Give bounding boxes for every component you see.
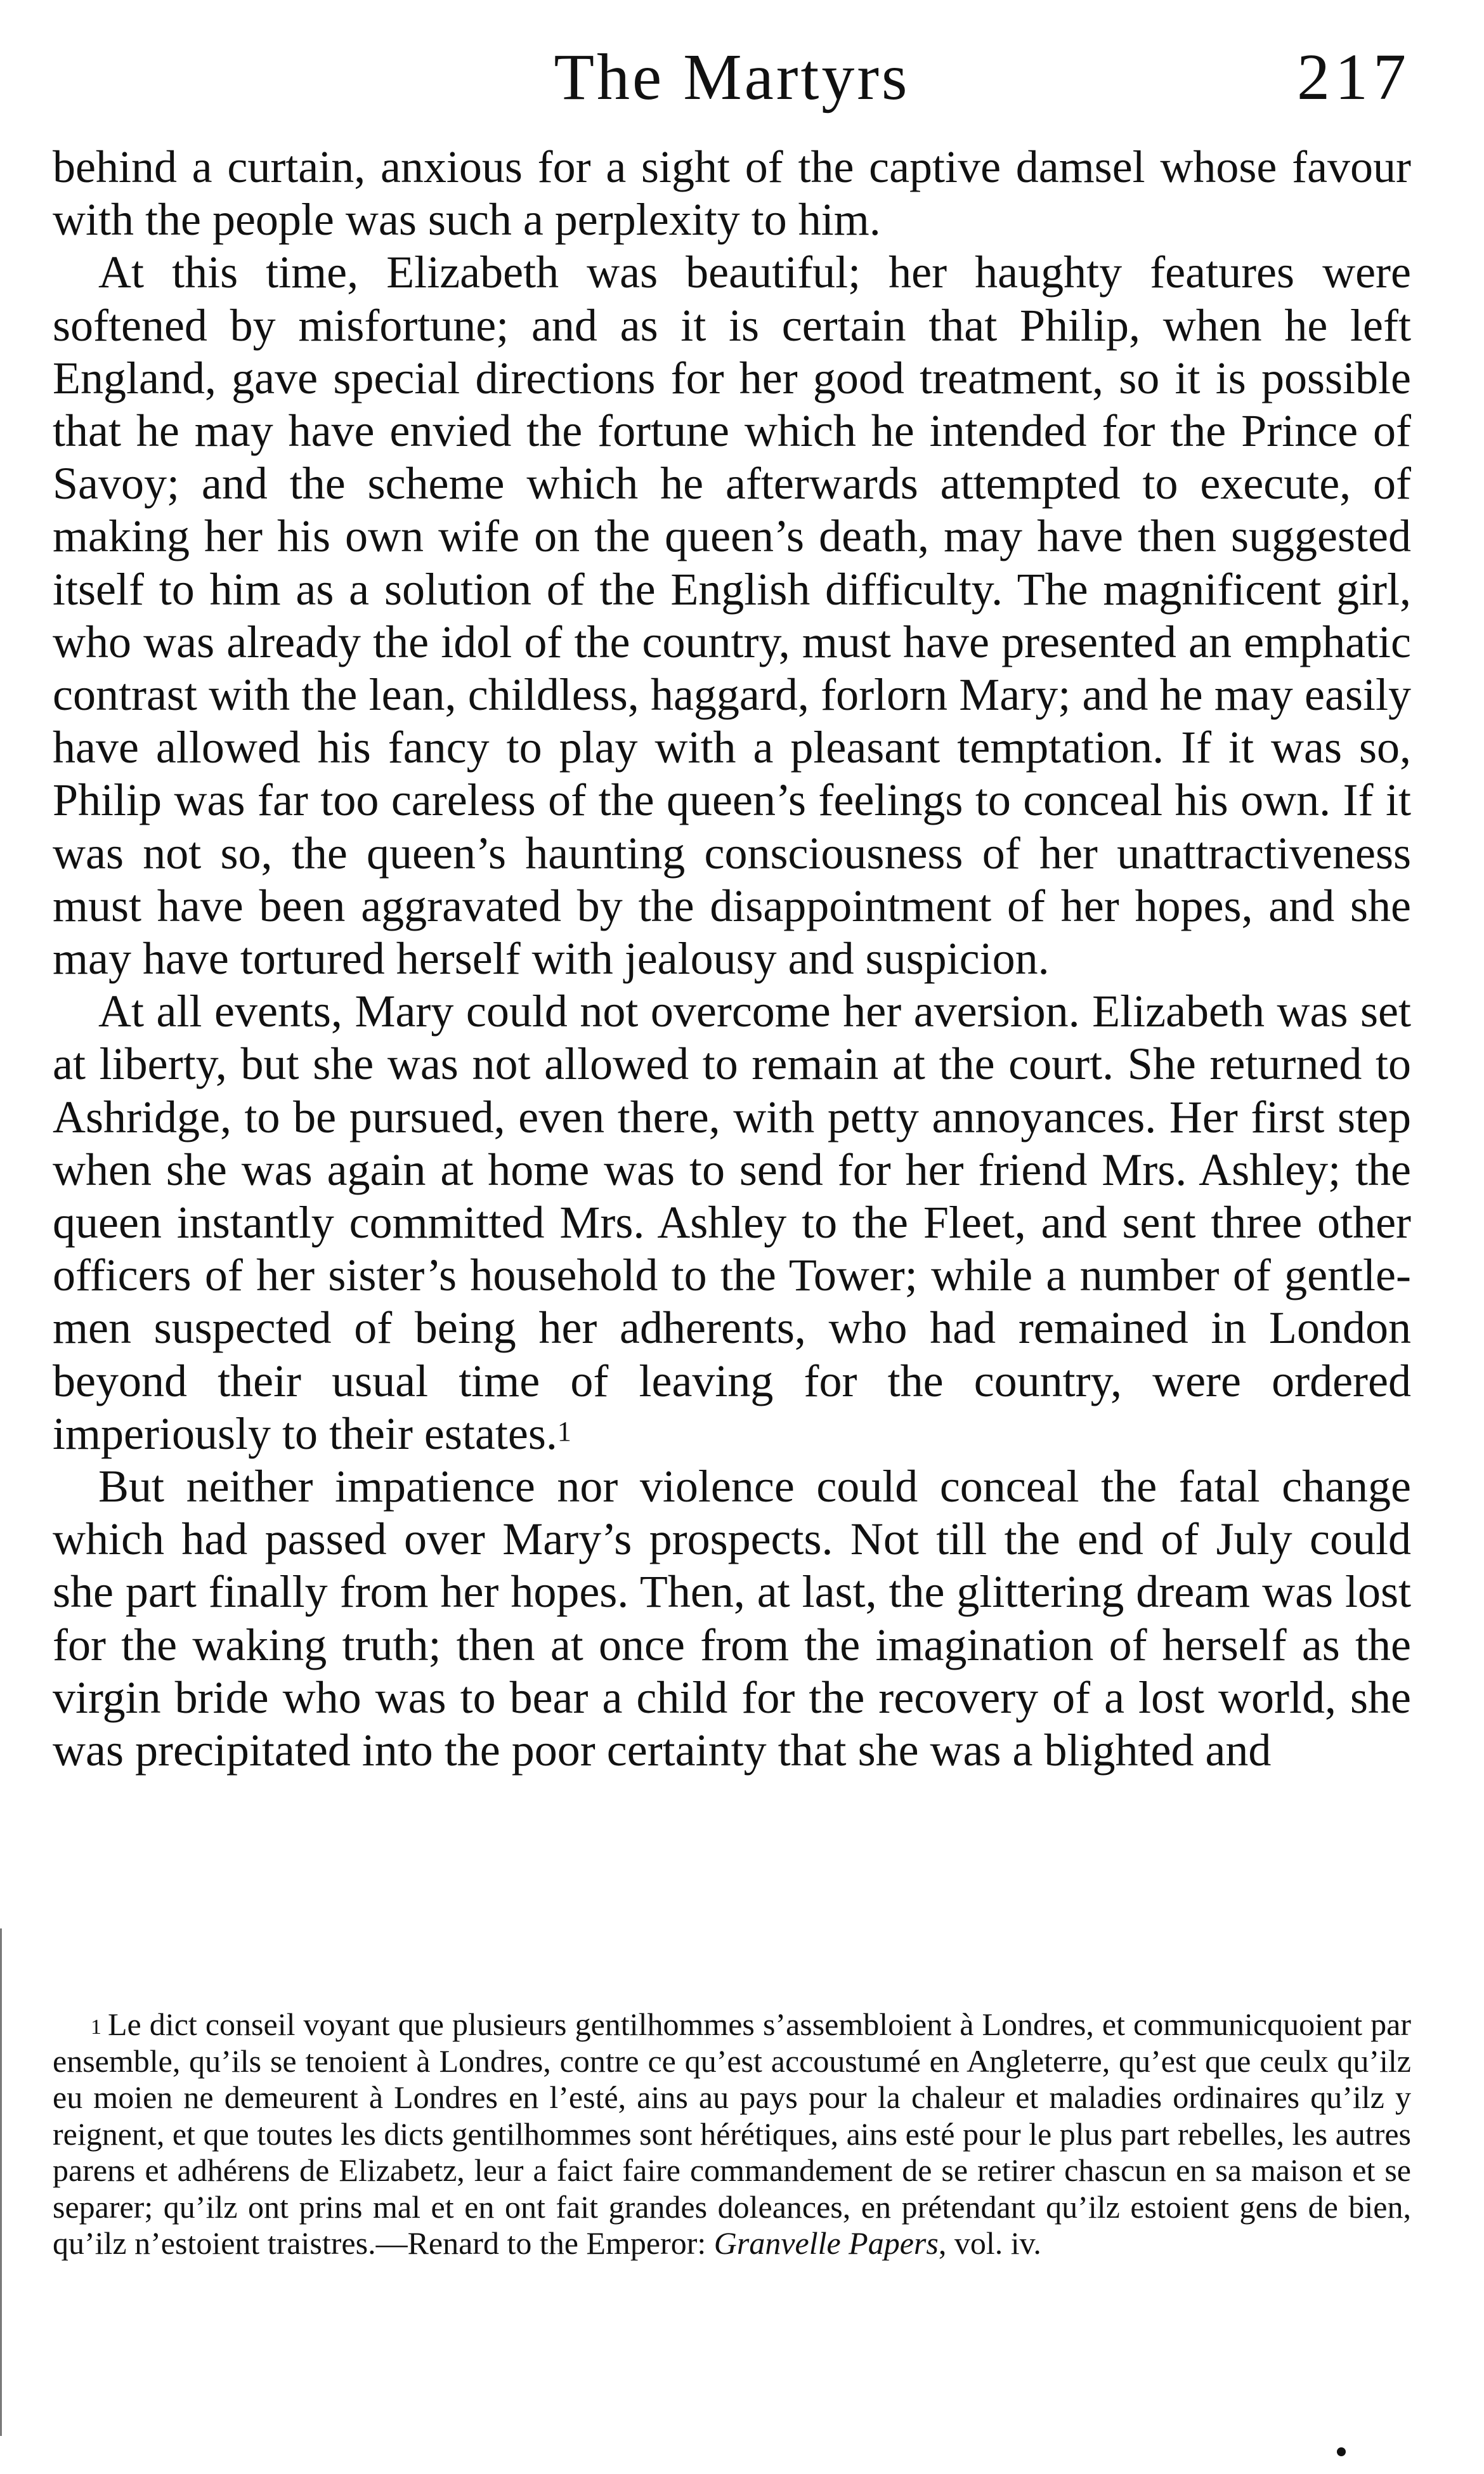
footnote-1 bbox=[53, 2006, 1411, 2262]
footnote-source-suffix: , vol. iv. bbox=[938, 2225, 1041, 2261]
book-page bbox=[53, 0, 1411, 2474]
footnote-source-title: Granvelle Papers bbox=[713, 2225, 939, 2261]
page-number: 217 bbox=[1297, 41, 1411, 114]
footnote-text: Le dict conseil voyant que plusieurs gentilhommes s’assembloient à Londres, et communicquoient par ensemble, qu’ils se tenoient à Londres, contre ce qu’est accoustumé en Angleterre, qu’est que ceulx qu’ilz eu moien ne demeurent à Londres en l’esté, ains au pays pour la chaleur et maladies ordinaires qu’ilz y reignent, et que toutes les dicts gentilhommes sont hérétiques, ains esté pour le plus part rebelles, les autres parens et adhérens de Elizabetz, leur a faict faire commandement de se retirer chascun en sa maison et se separer; qu’ilz ont prins mal et en ont fait grandes doleances, en prétendant qu’ilz estoient gens de bien, qu’ilz n’estoient traistres.—Renard to the Emperor: bbox=[53, 2006, 1411, 2261]
paragraph-mary-aversion-text: At all events, Mary could not overcome her aversion. Elizabeth was set at liberty, but she was not allowed to remain at the court. She returned to Ashridge, to be pursued, even there, with petty annoyances. Her first step when she was again at home was to send for her friend Mrs. Ashley; the queen instantly committed Mrs. Ashley to the Fleet, and sent three other officers of her sister’s household to the Tower; while a number of gentlemen suspected of being her adherents, who had remained in London beyond their usual time of leaving for the country, were ordered imperiously to their estates. bbox=[53, 986, 1411, 1459]
scan-speck bbox=[1337, 2447, 1346, 2456]
running-title: The Martyrs bbox=[554, 41, 910, 114]
footnote-reference[interactable]: 1 bbox=[557, 1415, 571, 1447]
paragraph-fatal-change: But neither impatience nor violence could conceal the fatal change which had passed over Mary’s prospects. Not till the end of July could she part finally from her hopes. Then, at last, the glittering dream was lost for the waking truth; then at once from the imagination of herself as the virgin bride who was to bear a child for the recovery of a lost world, she was precipitated into the poor certainty that she was a blighted and bbox=[53, 1461, 1411, 1776]
footnotes bbox=[53, 2006, 1411, 2262]
scan-edge-line bbox=[0, 1928, 2, 2436]
body-text bbox=[53, 141, 1411, 1777]
paragraph-elizabeth-beautiful: At this time, Elizabeth was beautiful; her haughty features were softened by misfortune; and as it is certain that Philip, when he left England, gave special directions for her good treatment, so it is possible that he may have envied the fortune which he intended for the Prince of Savoy; and the scheme which he afterwards attempted to execute, of making her his own wife on the queen’s death, may have then suggested itself to him as a solution of the English difficulty. The magnificent girl, who was already the idol of the country, must have presented an emphatic contrast with the lean, childless, haggard, forlorn Mary; and he may easily have allowed his fancy to play with a pleasant temptation. If it was so, Philip was far too careless of the queen’s feelings to conceal his own. If it was not so, the queen’s haunting consciousness of her unattractiveness must have been aggravated by the disappointment of her hopes, and she may have tortured herself with jealousy and suspicion. bbox=[53, 247, 1411, 985]
paragraph-continued: behind a curtain, anxious for a sight of the captive damsel whose favour with the people was such a perplexity to him. bbox=[53, 141, 1411, 245]
footnote-marker: 1 bbox=[91, 2015, 101, 2039]
paragraph-mary-aversion bbox=[53, 985, 1411, 1460]
running-header bbox=[53, 39, 1411, 115]
